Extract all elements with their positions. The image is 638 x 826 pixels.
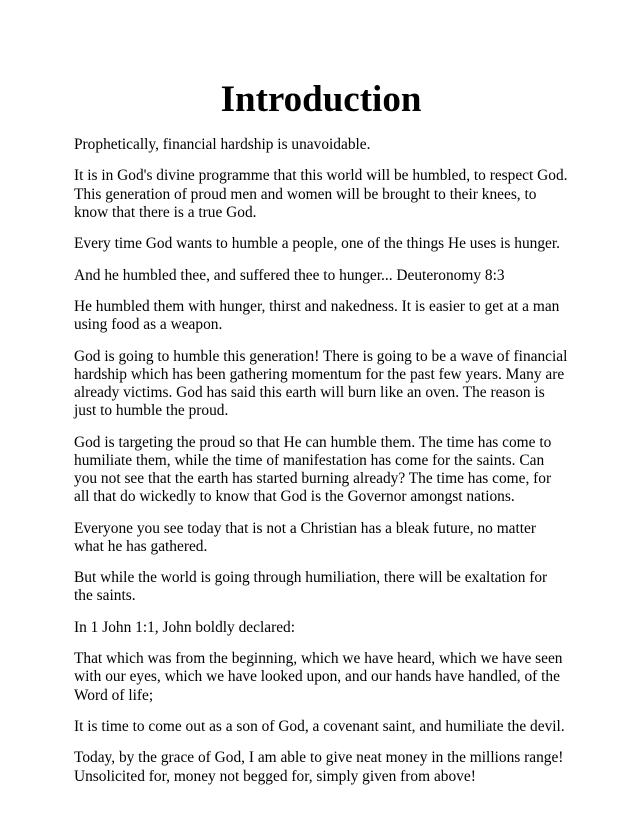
page-title: Introduction bbox=[220, 79, 422, 120]
paragraph-1: Prophetically, financial hardship is unavoidable. bbox=[74, 136, 371, 153]
document-page bbox=[74, 78, 568, 799]
paragraph-13: Today, by the grace of God, I am able to give neat money in the millions range! Unsolicited for, money not begged for, simply given from above! bbox=[74, 749, 564, 785]
paragraph-9: But while the world is going through humiliation, there will be exaltation for the saints. bbox=[74, 569, 548, 605]
paragraph-10: In 1 John 1:1, John boldly declared: bbox=[74, 618, 295, 636]
paragraph-7: God is targeting the proud so that He can humble them. The time has come to humiliate them, while the time of manifestation has come for the saints. Can you not see that the earth has started burning already? The time has come, for all that do wickedly to know that God is the Governor amongst nations. bbox=[74, 433, 552, 506]
paragraph-2: It is in God's divine programme that this world will be humbled, to respect God. This generation of proud men and women will be brought to their knees, to know that there is a true God. bbox=[74, 167, 568, 221]
paragraph-6: God is going to humble this generation! There is going to be a wave of financial hardship which has been gathering momentum for the past few years. Many are already victims. God has said this earth will burn like an oven. The reason is just to humble the proud. bbox=[74, 347, 568, 420]
scripture-quote-deuteronomy: And he humbled thee, and suffered thee to hunger... Deuteronomy 8:3 bbox=[74, 266, 505, 284]
scripture-quote-1-john: That which was from the beginning, which we have heard, which we have seen with our eyes, which we have looked upon, and our hands have handled, of the Word of life; bbox=[74, 650, 563, 704]
paragraph-3: Every time God wants to humble a people, one of the things He uses is hunger. bbox=[74, 235, 560, 253]
paragraph-8: Everyone you see today that is not a Christian has a bleak future, no matter what he has gathered. bbox=[74, 519, 537, 555]
paragraph-12: It is time to come out as a son of God, a covenant saint, and humiliate the devil. bbox=[74, 717, 565, 735]
paragraph-5: He humbled them with hunger, thirst and nakedness. It is easier to get at a man using food as a weapon. bbox=[74, 297, 560, 334]
